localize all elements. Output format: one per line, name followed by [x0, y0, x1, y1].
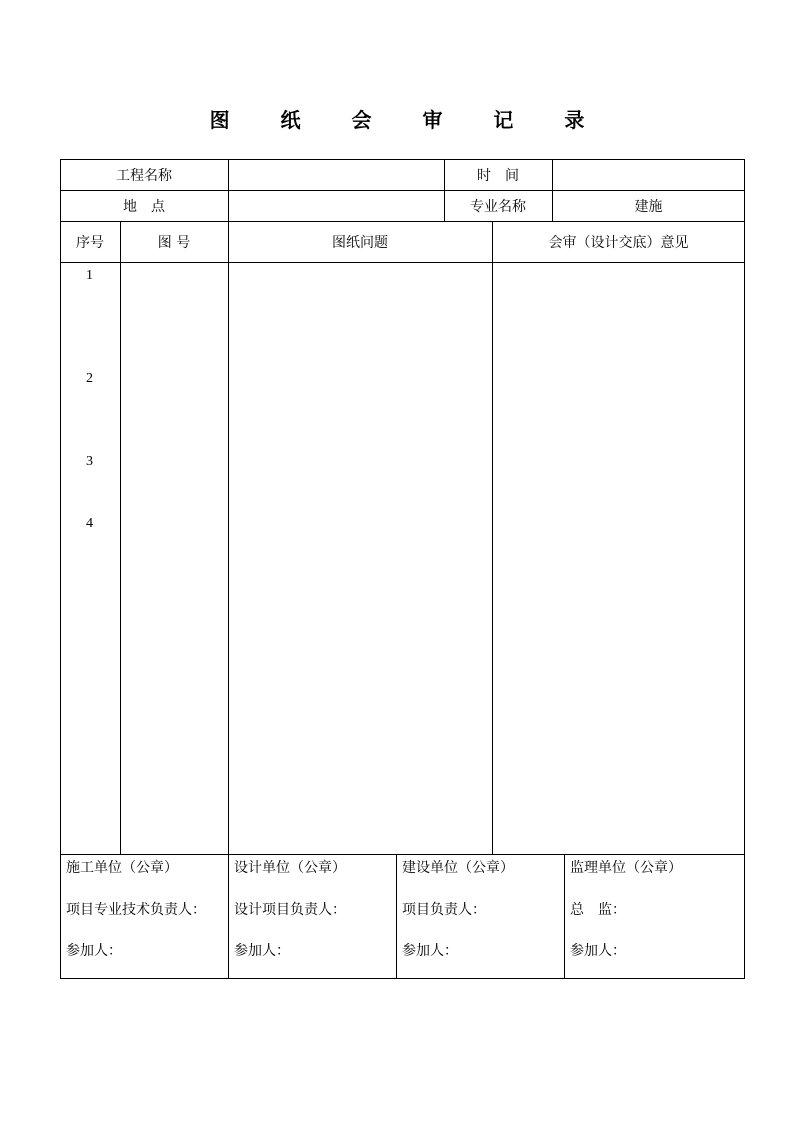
row-divider: [60, 262, 745, 263]
row-number: 4: [86, 516, 93, 531]
col-divider: [120, 221, 121, 854]
col-header-opinion: 会审（设计交底）意见: [548, 234, 689, 251]
col-divider: [492, 221, 493, 854]
owner-participants-label: 参加人：: [402, 943, 458, 959]
design-unit-label: 设计单位（公章）: [234, 860, 346, 876]
location-label: 地 点: [123, 198, 165, 215]
owner-responsible-label: 项目负责人：: [402, 902, 486, 918]
col-header-issue: 图纸问题: [332, 234, 388, 251]
time-label: 时 间: [477, 167, 519, 184]
supervision-participants-label: 参加人：: [570, 943, 626, 959]
supervision-chief-label: 总 监：: [570, 902, 626, 918]
row-number: 1: [86, 268, 93, 283]
design-responsible-label: 设计项目负责人：: [234, 902, 346, 918]
col-divider: [564, 854, 565, 979]
project-name-value[interactable]: [228, 159, 444, 190]
supervision-unit-label: 监理单位（公章）: [570, 860, 682, 876]
owner-unit-label: 建设单位（公章）: [402, 860, 514, 876]
col-divider: [228, 854, 229, 979]
col-divider: [396, 854, 397, 979]
location-value[interactable]: [228, 190, 444, 221]
review-table: [60, 159, 745, 979]
row-divider: [60, 854, 745, 855]
col-header-drawing-no: 图 号: [157, 234, 191, 251]
row-number: 2: [86, 371, 93, 386]
col-header-seq: 序号: [76, 234, 104, 251]
design-participants-label: 参加人：: [234, 943, 290, 959]
discipline-label: 专业名称: [470, 198, 526, 215]
project-name-label: 工程名称: [116, 167, 172, 184]
time-value[interactable]: [552, 159, 745, 190]
construction-responsible-label: 项目专业技术负责人：: [66, 902, 206, 918]
discipline-value[interactable]: 建施: [634, 198, 663, 215]
row-number: 3: [86, 454, 93, 469]
construction-unit-label: 施工单位（公章）: [66, 860, 178, 876]
construction-participants-label: 参加人：: [66, 943, 122, 959]
page-title: 图 纸 会 审 记 录: [209, 108, 607, 132]
col-divider: [228, 159, 229, 854]
